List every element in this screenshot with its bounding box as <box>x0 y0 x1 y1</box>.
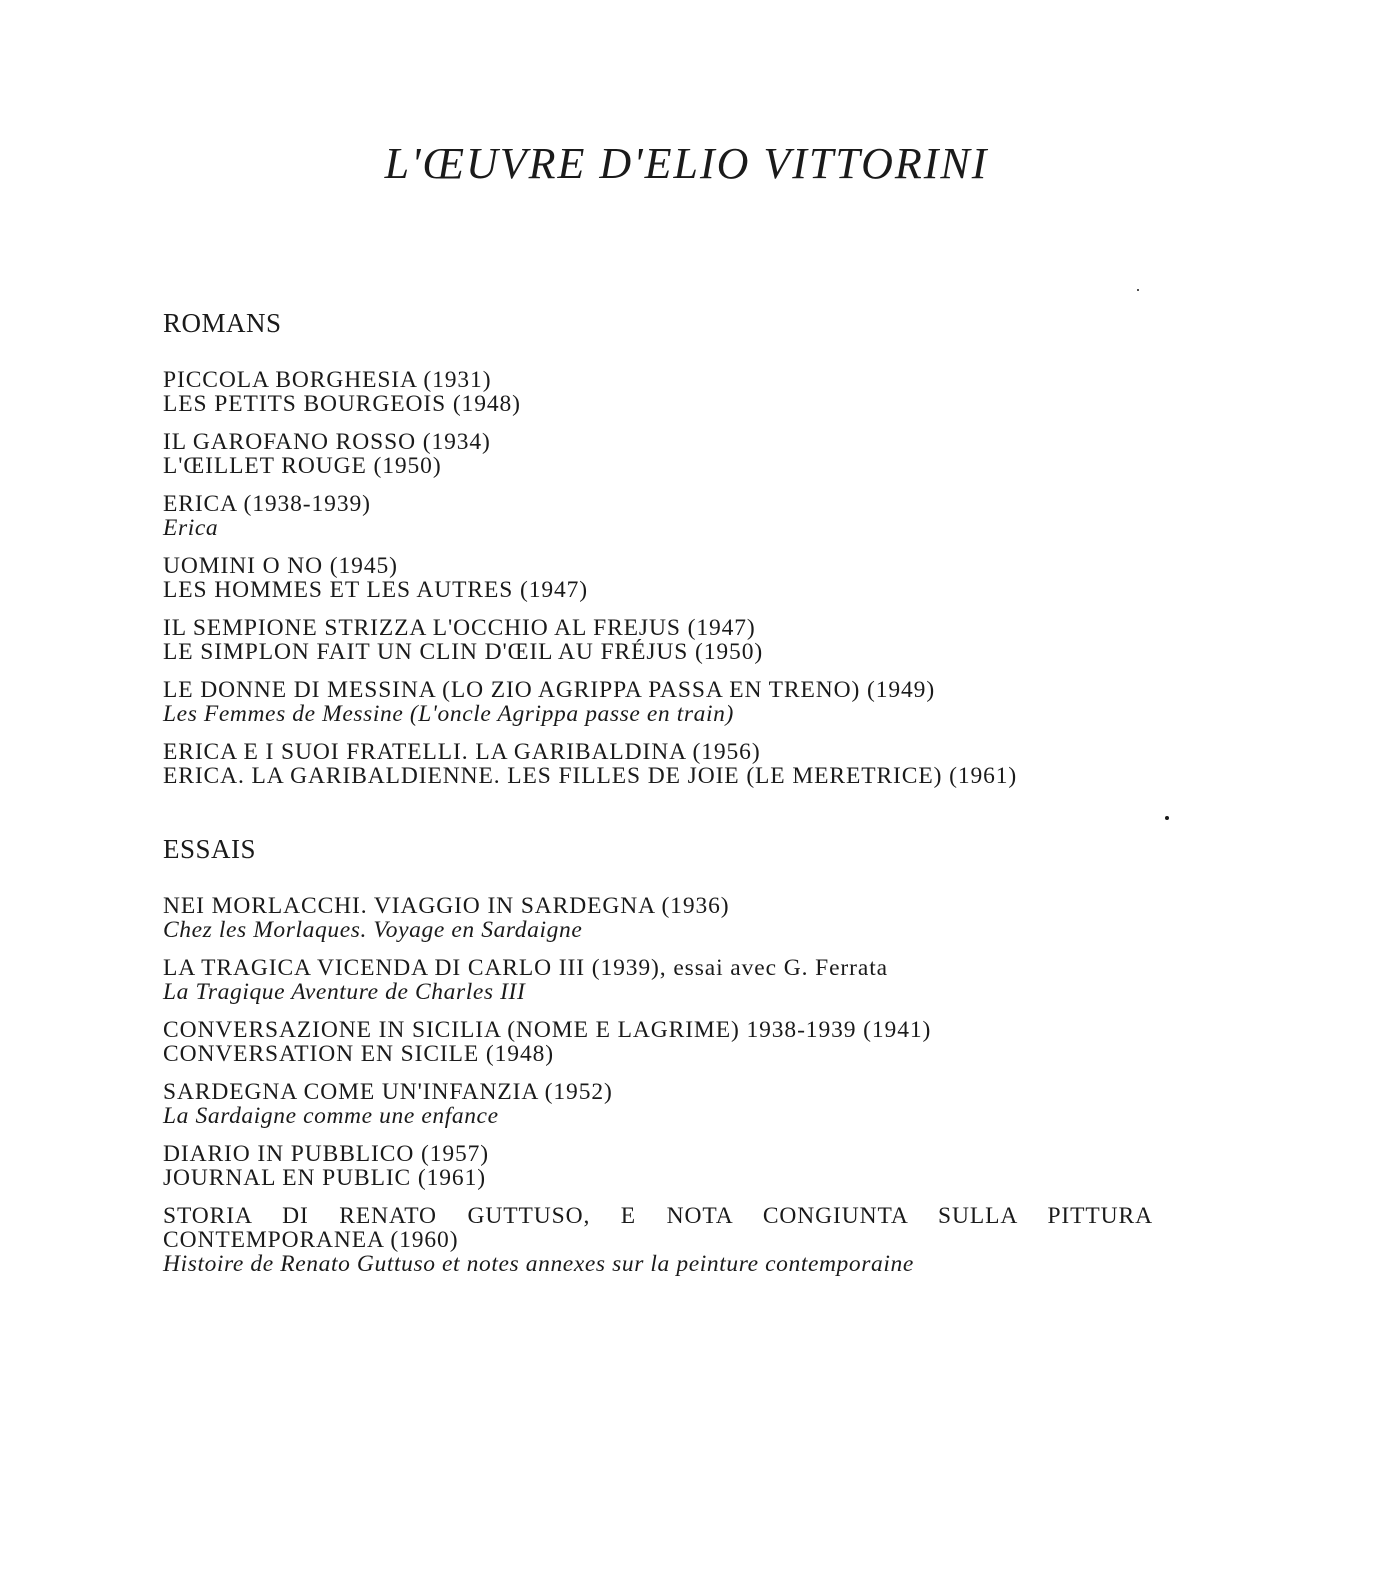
romans-entries <box>163 368 1153 788</box>
list-item <box>163 616 1153 664</box>
print-speck <box>1137 289 1139 291</box>
work-title: IL GAROFANO ROSSO (1934) <box>163 429 491 455</box>
list-item <box>163 894 1153 942</box>
work-title: ERICA E I SUOI FRATELLI. LA GARIBALDINA (1956) <box>163 739 761 765</box>
list-item <box>163 1018 1153 1066</box>
section-romans <box>163 306 1153 788</box>
work-title: ERICA. LA GARIBALDIENNE. LES FILLES DE JOIE (LE MERETRICE) (1961) <box>163 763 1018 789</box>
print-speck <box>1165 816 1169 820</box>
work-title: CONVERSATION EN SICILE (1948) <box>163 1041 554 1067</box>
work-title: UOMINI O NO (1945) <box>163 553 398 579</box>
translated-title: Erica <box>163 515 219 541</box>
translated-title: Les Femmes de Messine (L'oncle Agrippa passe en train) <box>163 701 734 727</box>
work-title: IL SEMPIONE STRIZZA L'OCCHIO AL FREJUS (1947) <box>163 615 756 641</box>
list-item <box>163 956 1153 1004</box>
section-heading-romans: ROMANS <box>163 308 282 338</box>
section-heading-essais: ESSAIS <box>163 834 257 864</box>
list-item <box>163 1142 1153 1190</box>
list-item <box>163 678 1153 726</box>
list-item <box>163 740 1153 788</box>
list-item <box>163 430 1153 478</box>
work-title: L'ŒILLET ROUGE (1950) <box>163 453 442 479</box>
work-title: LE DONNE DI MESSINA (LO ZIO AGRIPPA PASSA EN TRENO) (1949) <box>163 677 936 703</box>
translated-title: Chez les Morlaques. Voyage en Sardaigne <box>163 917 583 943</box>
work-title: DIARIO IN PUBBLICO (1957) <box>163 1141 490 1167</box>
bibliography <box>163 306 1153 1290</box>
work-title: JOURNAL EN PUBLIC (1961) <box>163 1165 486 1191</box>
essais-entries <box>163 894 1153 1276</box>
list-item <box>163 554 1153 602</box>
work-title: LES PETITS BOURGEOIS (1948) <box>163 391 521 417</box>
work-title: CONVERSAZIONE IN SICILIA (NOME E LAGRIME) 1938-1939 (1941) <box>163 1017 932 1043</box>
list-item <box>163 368 1153 416</box>
work-title: NEI MORLACCHI. VIAGGIO IN SARDEGNA (1936) <box>163 893 730 919</box>
page-title: L'ŒUVRE D'ELIO VITTORINI <box>384 139 989 188</box>
work-title: LA TRAGICA VICENDA DI CARLO III (1939), essai avec G. Ferrata <box>163 955 888 981</box>
work-title: PICCOLA BORGHESIA (1931) <box>163 367 492 393</box>
list-item <box>163 1204 1153 1276</box>
work-title: SARDEGNA COME UN'INFANZIA (1952) <box>163 1079 613 1105</box>
work-title: LE SIMPLON FAIT UN CLIN D'ŒIL AU FRÉJUS (1950) <box>163 639 764 665</box>
translated-title: La Tragique Aventure de Charles III <box>163 979 526 1005</box>
list-item <box>163 492 1153 540</box>
list-item <box>163 1080 1153 1128</box>
work-title: STORIA DI RENATO GUTTUSO, E NOTA CONGIUNTA SULLA PITTURA <box>163 1203 1153 1229</box>
translated-title: La Sardaigne comme une enfance <box>163 1103 499 1129</box>
translated-title: Histoire de Renato Guttuso et notes annexes sur la peinture contemporaine <box>163 1251 914 1277</box>
work-title: CONTEMPORANEA (1960) <box>163 1227 459 1253</box>
work-title: ERICA (1938-1939) <box>163 491 371 517</box>
work-title: LES HOMMES ET LES AUTRES (1947) <box>163 577 589 603</box>
section-essais <box>163 832 1153 1276</box>
